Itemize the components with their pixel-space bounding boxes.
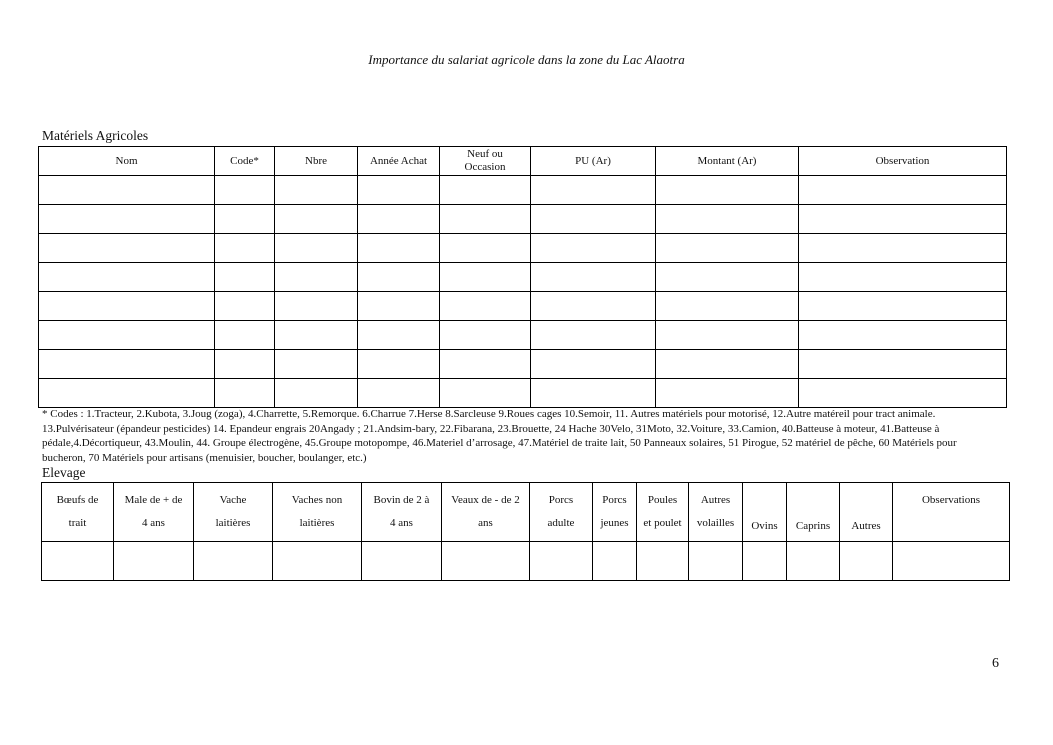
table-cell-empty[interactable] [362, 542, 442, 581]
table-cell-empty[interactable] [656, 321, 799, 350]
table-cell-empty[interactable] [215, 350, 275, 379]
table-cell-empty[interactable] [799, 205, 1007, 234]
elevage-col-header-line: 4 ans [390, 517, 413, 529]
elevage-col-header-line: Vaches non [291, 494, 343, 506]
elevage-col-header-line: Caprins [795, 520, 831, 532]
table-cell-empty[interactable] [799, 292, 1007, 321]
table-cell-empty[interactable] [39, 350, 215, 379]
table-row [39, 350, 1007, 379]
materiels-table-body [39, 176, 1007, 408]
elevage-col-header-line: volailles [696, 517, 735, 529]
col-header-nom: Nom [39, 147, 215, 176]
col-header-neuf-occasion [440, 147, 531, 176]
table-cell-empty[interactable] [531, 321, 656, 350]
table-cell-empty[interactable] [593, 542, 637, 581]
table-cell-empty[interactable] [215, 379, 275, 408]
table-cell-empty[interactable] [358, 176, 440, 205]
table-cell-empty[interactable] [440, 176, 531, 205]
elevage-col-header-line: trait [68, 517, 87, 529]
table-cell-empty[interactable] [531, 292, 656, 321]
elevage-col-header-line: Veaux de - de 2 [451, 494, 520, 506]
materiels-header-row [39, 147, 1007, 176]
table-cell-empty[interactable] [656, 379, 799, 408]
elevage-col-header-line: Observations [921, 494, 981, 506]
table-cell-empty[interactable] [799, 176, 1007, 205]
table-cell-empty[interactable] [215, 176, 275, 205]
elevage-col-header-line: Bovin de 2 à [373, 494, 430, 506]
table-cell-empty[interactable] [358, 234, 440, 263]
materiels-section-title: Matériels Agricoles [42, 128, 149, 143]
table-cell-empty[interactable] [531, 350, 656, 379]
table-cell-empty[interactable] [799, 263, 1007, 292]
table-cell-empty[interactable] [215, 263, 275, 292]
table-cell-empty[interactable] [442, 542, 530, 581]
elevage-col-header-line: laitières [215, 517, 251, 529]
table-cell-empty[interactable] [358, 350, 440, 379]
table-cell-empty[interactable] [656, 234, 799, 263]
elevage-col-header [362, 483, 442, 542]
table-cell-empty[interactable] [275, 292, 358, 321]
elevage-col-header [637, 483, 689, 542]
table-cell-empty[interactable] [689, 542, 743, 581]
table-cell-empty[interactable] [275, 263, 358, 292]
col-header-nbre: Nbre [275, 147, 358, 176]
table-cell-empty[interactable] [530, 542, 593, 581]
table-cell-empty[interactable] [215, 234, 275, 263]
table-row [39, 205, 1007, 234]
table-cell-empty[interactable] [799, 379, 1007, 408]
table-cell-empty[interactable] [531, 379, 656, 408]
table-cell-empty[interactable] [656, 350, 799, 379]
col-header-neuf-line1: Neuf ou [467, 148, 503, 160]
table-cell-empty[interactable] [215, 205, 275, 234]
table-cell-empty[interactable] [531, 205, 656, 234]
table-cell-empty[interactable] [440, 350, 531, 379]
elevage-col-header-line: Autres [700, 494, 731, 506]
table-cell-empty[interactable] [194, 542, 273, 581]
table-cell-empty[interactable] [799, 321, 1007, 350]
elevage-col-header [114, 483, 194, 542]
table-cell-empty[interactable] [275, 321, 358, 350]
elevage-col-header [743, 483, 787, 542]
table-row [39, 263, 1007, 292]
elevage-col-header-line: Male de + de [124, 494, 183, 506]
codes-footnote: * Codes : 1.Tracteur, 2.Kubota, 3.Joug (zoga), 4.Charrette, 5.Remorque. 6.Charrue 7.Herse 8.Sarcleuse 9.Roues cages 10.Semoir, 11. Autres matériels pour motorisé, 12.Autre matéreil pour tract animale. 13.Pulvérisateur (épandeur pesticides) 14. Epandeur engrais 20Angady ; 21.Andsim-bary, 22.Fibarana, 23.Brouette, 24 Hache 30Velo, 31Moto, 32.Voiture, 33.Camion, 40.Batteuse à moteur, 41.Batteuse à pédale,4.Décortiqueur, 43.Moulin, 44. Groupe électrogène, 45.Groupe motopompe, 46.Materiel d’arrosage, 47.Matériel de traite lait, 50 Panneaux solaires, 51 Pirogue, 52 matériel de pêche, 60 Matériels pour bucheron, 70 Matériels pour artisans (menuisier, boucher, boulanger, etc.) [42, 408, 957, 464]
table-cell-empty[interactable] [358, 205, 440, 234]
table-cell-empty[interactable] [799, 350, 1007, 379]
table-cell-empty[interactable] [656, 205, 799, 234]
table-cell-empty[interactable] [440, 292, 531, 321]
table-cell-empty[interactable] [275, 379, 358, 408]
table-cell-empty[interactable] [531, 176, 656, 205]
table-cell-empty[interactable] [440, 263, 531, 292]
table-cell-empty[interactable] [39, 263, 215, 292]
table-cell-empty[interactable] [275, 176, 358, 205]
elevage-col-header-line: Ovins [751, 520, 778, 532]
table-cell-empty[interactable] [656, 263, 799, 292]
table-cell-empty[interactable] [42, 542, 114, 581]
elevage-col-header-line: ans [478, 517, 493, 529]
table-row [39, 234, 1007, 263]
elevage-col-header-line: 4 ans [142, 517, 165, 529]
elevage-col-header-line: Bœufs de [56, 494, 99, 506]
table-row [39, 292, 1007, 321]
table-cell-empty[interactable] [275, 205, 358, 234]
table-cell-empty[interactable] [893, 542, 1010, 581]
table-cell-empty[interactable] [358, 379, 440, 408]
elevage-col-header [194, 483, 273, 542]
elevage-section-title: Elevage [42, 465, 86, 480]
document-header-title: Importance du salariat agricole dans la zone du Lac Alaotra [368, 52, 685, 67]
elevage-col-header-line: laitières [299, 517, 335, 529]
elevage-col-header [273, 483, 362, 542]
elevage-col-header-line: Porcs [548, 494, 574, 506]
table-cell-empty[interactable] [275, 234, 358, 263]
elevage-col-header-line: et poulet [643, 517, 682, 529]
table-cell-empty[interactable] [440, 205, 531, 234]
col-header-code: Code* [215, 147, 275, 176]
col-header-observation: Observation [799, 147, 1007, 176]
table-cell-empty[interactable] [531, 263, 656, 292]
table-cell-empty[interactable] [215, 292, 275, 321]
elevage-col-header-line: adulte [547, 517, 575, 529]
elevage-col-header [787, 483, 840, 542]
table-row [39, 379, 1007, 408]
elevage-col-header-line: Vache [219, 494, 247, 506]
table-cell-empty[interactable] [656, 292, 799, 321]
table-cell-empty[interactable] [358, 321, 440, 350]
elevage-entry-row [42, 542, 1010, 581]
table-cell-empty[interactable] [39, 379, 215, 408]
elevage-table [41, 482, 1010, 581]
col-header-neuf-line2: Occasion [464, 161, 506, 173]
table-cell-empty[interactable] [215, 321, 275, 350]
table-cell-empty[interactable] [39, 205, 215, 234]
col-header-pu: PU (Ar) [531, 147, 656, 176]
table-cell-empty[interactable] [39, 176, 215, 205]
table-cell-empty[interactable] [440, 234, 531, 263]
table-cell-empty[interactable] [39, 234, 215, 263]
table-cell-empty[interactable] [637, 542, 689, 581]
col-header-annee-achat: Année Achat [358, 147, 440, 176]
table-cell-empty[interactable] [39, 321, 215, 350]
elevage-col-header [593, 483, 637, 542]
table-row [39, 176, 1007, 205]
elevage-col-header [893, 483, 1010, 542]
table-cell-empty[interactable] [787, 542, 840, 581]
page-number: 6 [992, 656, 999, 671]
table-cell-empty[interactable] [114, 542, 194, 581]
elevage-col-header [840, 483, 893, 542]
elevage-col-header [689, 483, 743, 542]
table-cell-empty[interactable] [39, 292, 215, 321]
table-cell-empty[interactable] [840, 542, 893, 581]
elevage-col-header-line: Autres [851, 520, 881, 532]
elevage-col-header-line: jeunes [600, 517, 629, 529]
table-row [39, 321, 1007, 350]
elevage-col-header [42, 483, 114, 542]
table-cell-empty[interactable] [743, 542, 787, 581]
col-header-montant: Montant (Ar) [656, 147, 799, 176]
table-cell-empty[interactable] [440, 379, 531, 408]
table-cell-empty[interactable] [440, 321, 531, 350]
elevage-header-row [42, 483, 1010, 542]
table-cell-empty[interactable] [358, 263, 440, 292]
elevage-col-header-line: Poules [647, 494, 678, 506]
elevage-col-header-line: Porcs [602, 494, 627, 506]
elevage-col-header [442, 483, 530, 542]
table-cell-empty[interactable] [531, 234, 656, 263]
table-cell-empty[interactable] [275, 350, 358, 379]
table-cell-empty[interactable] [273, 542, 362, 581]
table-cell-empty[interactable] [656, 176, 799, 205]
elevage-col-header [530, 483, 593, 542]
table-cell-empty[interactable] [358, 292, 440, 321]
table-cell-empty[interactable] [799, 234, 1007, 263]
materiels-table [38, 146, 1007, 408]
